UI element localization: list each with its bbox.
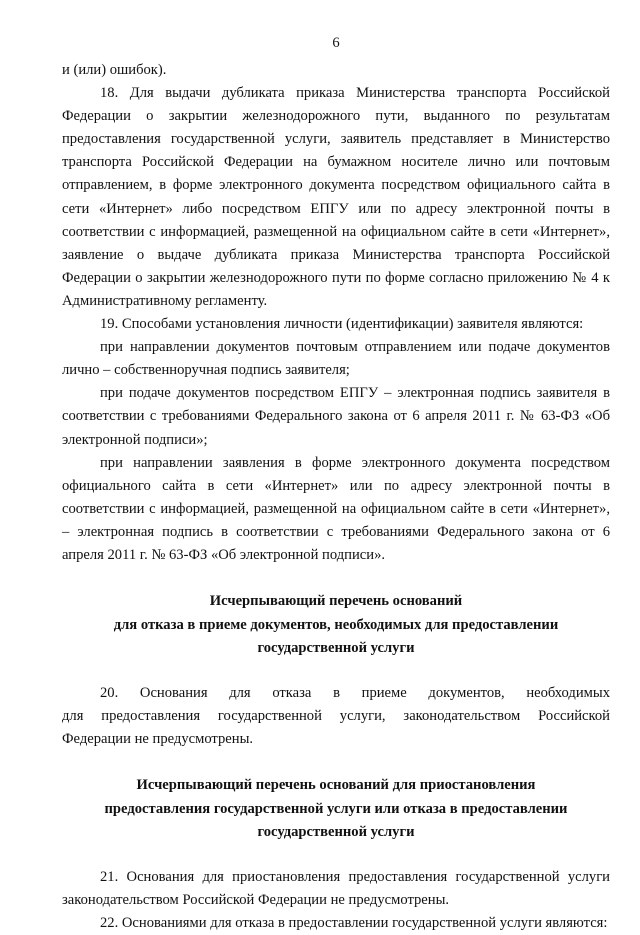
page-number: 6: [332, 35, 340, 51]
document-page: [62, 0, 610, 932]
spacer: [62, 845, 610, 866]
heading-line: государственной услуги: [257, 824, 415, 841]
paragraph-20: [62, 682, 610, 751]
spacer: [62, 661, 610, 682]
paragraph-22: 22. Основаниями для отказа в предоставлении государственной услуги являются:: [100, 915, 608, 932]
heading-line: для отказа в приеме документов, необходимых для предоставлении: [113, 616, 559, 633]
paragraph-19-mail: при направлении документов почтовым отправлением или подаче документов лично – собственноручная подпись заявителя;: [62, 339, 610, 379]
paragraph-19-electronic: при направлении заявления в форме электронного документа посредством официального сайта в сети «Интернет» или по адресу электронной почты в соответствии с информацией, размещенной на официальном сайте в сети «Интернет», – электронная подпись в соответствии с требованиями Федерального закона от 6 апреля 2011 г. № 63-ФЗ «Об электронной подписи».: [62, 454, 610, 563]
paragraph-18: 18. Для выдачи дубликата приказа Министерства транспорта Российской Федерации о закрытии железнодорожного пути, выданного по результатам предоставления государственной услуги, заявитель представляет в Министерство транспорта Российской Федерации на бумажном носителе лично или почтовым отправлением, в форме электронного документа посредством официального сайта в сети «Интернет» либо посредством ЕПГУ или по адресу электронной почты в соответствии с информацией, размещенной на официальном сайте в сети «Интернет», заявление о выдаче дубликата приказа Министерства транспорта Российской Федерации о закрытии железнодорожного пути по форме согласно приложению № 4 к Административному регламенту.: [62, 85, 610, 309]
document-body: [62, 59, 610, 935]
paragraph-20-rest: для предоставления государственной услуги, законодательством Российской Федерации не предусмотрены.: [62, 707, 610, 748]
paragraph-21: 21. Основания для приостановления предоставления государственной услуги законодательством Российской Федерации не предусмотрены.: [62, 868, 610, 908]
paragraph-19: 19. Способами установления личности (идентификации) заявителя являются:: [100, 316, 584, 333]
paragraph-continuation: и (или) ошибок).: [62, 62, 167, 78]
section-heading-suspension: [62, 774, 610, 845]
paragraph-20-first-line: 20. Основания для отказа в приеме документов, необходимых: [100, 684, 610, 701]
heading-line: Исчерпывающий перечень оснований для приостановления: [136, 777, 536, 794]
section-heading-refusal-reception: [62, 590, 610, 661]
paragraph-19-epgu: при подаче документов посредством ЕПГУ – электронная подпись заявителя в соответствии с требованиями Федерального закона от 6 апреля 2011 г. № 63-ФЗ «Об электронной подписи»;: [62, 385, 610, 448]
spacer: [62, 751, 610, 774]
heading-line: предоставления государственной услуги или отказа в предоставлении: [104, 800, 568, 817]
heading-line: Исчерпывающий перечень оснований: [209, 593, 463, 610]
heading-line: государственной услуги: [257, 640, 415, 657]
spacer: [62, 567, 610, 590]
